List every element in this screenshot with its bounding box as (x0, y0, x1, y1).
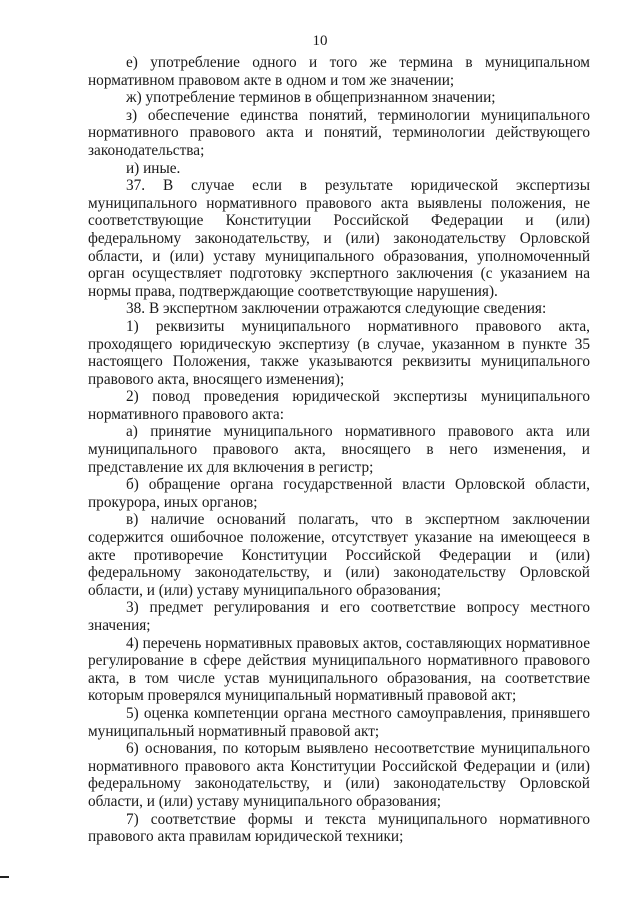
paragraph-item-7: 7) соответствие формы и текста муниципального нормативного правового акта правилам юридической техники; (88, 810, 590, 846)
paragraph-item-3: 3) предмет регулирования и его соответствие вопросу местного значения; (88, 599, 590, 634)
paragraph-item-6: 6) основания, по которым выявлено несоответствие муниципального нормативного правового акта Конституции Российской Федерации и (или) федеральному законодательству, и (или) законодательству Орловской области, и (или) уставу муниципального образования; (88, 740, 590, 810)
paragraph-item-4: 4) перечень нормативных правовых актов, составляющих нормативное регулирование в сфере действия муниципального нормативного правового акта, в том числе устав муниципального образования, на соответствие которым проверялся муниципальный нормативный правовой акт; (88, 634, 590, 705)
paragraph-subitem-v: в) наличие оснований полагать, что в экспертном заключении содержится ошибочное положение, отсутствует указание на имеющееся в акте противоречие Конституции Российской Федерации и (или) федеральному законодательству, и (или) законодательству Орловской области, и (или) уставу муниципального образования; (88, 511, 590, 599)
paragraph-item-2: 2) повод проведения юридической экспертизы муниципального нормативного правового акта: (88, 388, 590, 423)
paragraph-item-zh: ж) употребление терминов в общепризнанном значении; (126, 89, 496, 107)
paragraph-item-1: 1) реквизиты муниципального нормативного правового акта, проходящего юридическую экспертизу (в случае, указанном в пункте 35 настоящего Положения, также указываются реквизиты муниципального правового акта, вносящего изменения); (88, 317, 590, 388)
paragraph-subitem-b: б) обращение органа государственной власти Орловской области, прокурора, иных органов; (88, 476, 590, 511)
paragraph-item-i: и) иные. (126, 159, 181, 177)
paragraph-item-5: 5) оценка компетенции органа местного самоуправления, принявшего муниципальный нормативный правовой акт; (88, 704, 590, 740)
paragraph-clause-38: 38. В экспертном заключении отражаются следующие сведения: (126, 300, 547, 318)
paragraph-clause-37: 37. В случае если в результате юридической экспертизы муниципального нормативного правового акта выявлены положения, не соответствующие Конституции Российской Федерации и (или) федеральному законодательству, и (или) законодательству Орловской области, и (или) уставу муниципального образования, уполномоченный орган осуществляет подготовку экспертного заключения (с указанием на нормы права, подтверждающие соответствующие нарушения). (88, 177, 590, 300)
paragraph-item-z: з) обеспечение единства понятий, терминологии муниципального нормативного правового акта и понятий, терминологии действующего законодательства; (88, 106, 590, 159)
scan-edge-mark (0, 876, 9, 878)
paragraph-subitem-a: а) принятие муниципального нормативного правового акта или муниципального правового акта, вносящего в него изменения, и представление их для включения в регистр; (88, 423, 590, 476)
page-number: 10 (312, 33, 328, 49)
paragraph-item-e: е) употребление одного и того же термина в муниципальном нормативном правовом акте в одном и том же значении; (88, 54, 590, 89)
document-body (88, 54, 590, 846)
